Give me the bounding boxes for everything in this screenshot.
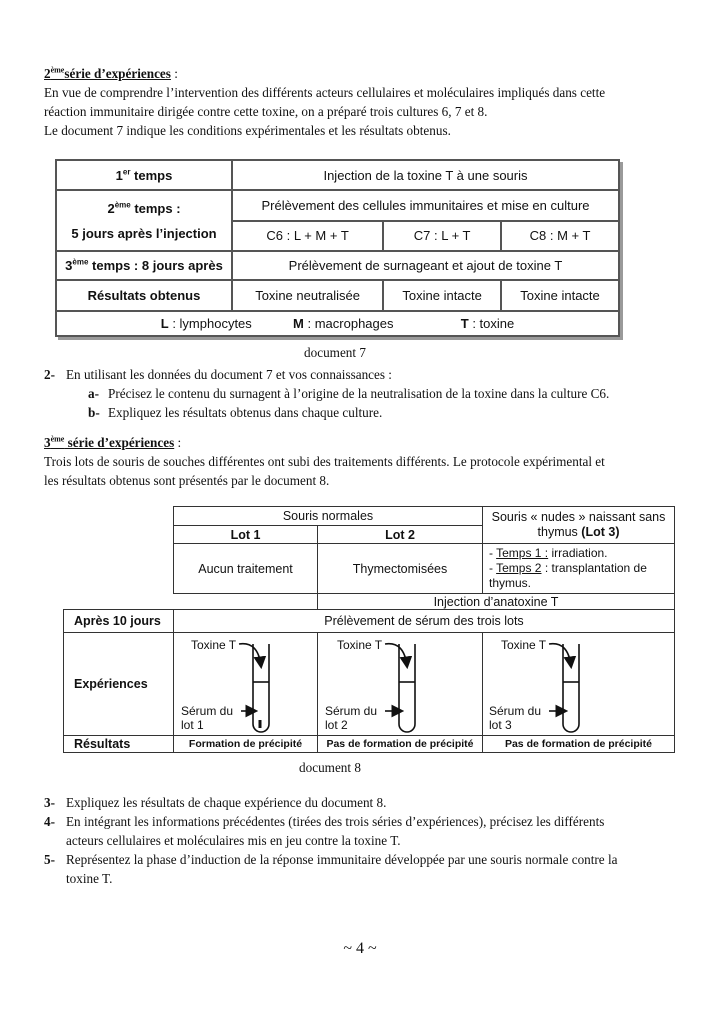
series2-line2: réaction immunitaire dirigée contre cette toxine, on a préparé trois cultures 6, 7 et 8. <box>44 104 488 119</box>
doc7-caption: document 7 <box>304 345 366 360</box>
doc8-lot3-treatment: - Temps 1 : irradiation. - Temps 2 : transplantation de thymus. <box>482 543 675 594</box>
doc8-lot1-treatment: Aucun traitement <box>173 543 318 594</box>
doc8-experiences-label: Expériences <box>63 632 174 736</box>
questions-block: 3- Expliquez les résultats de chaque expérience du document 8. 4- En intégrant les informations précédentes (tirées des trois séries d’expériences), précisez les différents acteurs cellulaires et moléculaires mis en jeu contre la toxine T. 5- Représentez la phase d’induction de la réponse immunitaire développée par une souris normale contre la toxine T. <box>44 795 618 886</box>
series2-line1: En vue de comprendre l’intervention des différents acteurs cellulaires et moléculaires impliqués dans cette <box>44 85 606 100</box>
doc7-culture-c6: C6 : L + M + T <box>232 221 383 251</box>
doc7-legend: L : lymphocytes M : macrophages T : toxine <box>56 311 619 336</box>
doc7-row3-label: 3ème temps : 8 jours après <box>56 251 232 280</box>
doc8-after10-label: Après 10 jours <box>63 609 174 633</box>
doc7-row2-label: 2ème temps : 5 jours après l’injection <box>56 190 232 251</box>
doc7-row3-value: Prélèvement de surnageant et ajout de toxine T <box>232 251 619 280</box>
series3-heading: 3ème série d’expériences <box>44 434 175 450</box>
doc8-sampling: Prélèvement de sérum des trois lots <box>173 609 675 633</box>
doc8-result-lot2: Pas de formation de précipité <box>317 735 483 753</box>
doc8-normal-mice: Souris normales <box>173 506 483 526</box>
doc7-row2-value: Prélèvement des cellules immunitaires et mise en culture <box>232 190 619 220</box>
doc7-result-c8: Toxine intacte <box>501 280 619 310</box>
doc8-result-lot1: Formation de précipité <box>173 735 318 753</box>
doc8-lot2: Lot 2 <box>317 525 483 544</box>
doc8-lot1: Lot 1 <box>173 525 318 544</box>
series2-block: 2èmesérie d’expériences : En vue de comprendre l’intervention des différents acteurs cellulaires et moléculaires impliqués dans cette réaction immunitaire dirigée contre cette toxine, on a préparé trois cultures 6, 7 et 8. Le document 7 indique les conditions expérimentales et les résultats obtenus. <box>44 64 684 140</box>
exp2-toxin-label: Toxine T <box>337 638 383 652</box>
doc8-result-lot3: Pas de formation de précipité <box>482 735 675 753</box>
doc7-row1-value: Injection de la toxine T à une souris <box>232 160 619 190</box>
series3-block: 3ème série d’expériences : Trois lots de souris de souches différentes ont subi des traitements différents. Le protocole expérimental et les résultats obtenus sont présentés par le document 8. <box>44 433 684 490</box>
document8-table <box>63 506 675 753</box>
doc8-results-label: Résultats <box>63 735 174 753</box>
doc7-results-label: Résultats obtenus <box>56 280 232 310</box>
tube-lot1 <box>239 644 269 732</box>
tube-lot3 <box>549 644 579 732</box>
doc7-culture-c8: C8 : M + T <box>501 221 619 251</box>
exp1-toxin-label: Toxine T <box>191 638 237 652</box>
test-tubes <box>63 506 675 753</box>
series2-line3: Le document 7 indique les conditions expérimentales et les résultats obtenus. <box>44 123 451 138</box>
series3-line2: les résultats obtenus sont présentés par le document 8. <box>44 473 330 488</box>
exp1-serum-label: Sérum du lot 1 <box>181 704 234 732</box>
series3-line1: Trois lots de souris de souches différentes ont subi des traitements différents. Le protocole expérimental et <box>44 454 605 469</box>
question2-block: 2- En utilisant les données du document 7 et vos connaissances : a- Précisez le contenu du surnagent à l’origine de la neutralisation de la toxine dans la culture C6. b- Expliquez les résultats obtenus dans chaque culture. <box>44 367 610 420</box>
tube-lot2 <box>385 644 415 732</box>
exp2-serum-label: Sérum du lot 2 <box>325 704 378 732</box>
exp3-toxin-label: Toxine T <box>501 638 547 652</box>
page-number: ~ 4 ~ <box>343 940 377 957</box>
doc8-nude-mice: Souris « nudes » naissant sans thymus (Lot 3) <box>482 506 675 544</box>
doc8-injection: Injection d’anatoxine T <box>317 593 675 610</box>
doc8-caption: document 8 <box>299 760 361 775</box>
doc7-culture-c7: C7 : L + T <box>383 221 501 251</box>
document7-table <box>55 159 620 337</box>
doc7-result-c6: Toxine neutralisée <box>232 280 383 310</box>
doc7-result-c7: Toxine intacte <box>383 280 501 310</box>
doc8-lot2-treatment: Thymectomisées <box>317 543 483 594</box>
doc7-row1-label: 1er temps <box>56 160 232 190</box>
exp3-serum-label: Sérum du lot 3 <box>489 704 542 732</box>
series2-heading: 2èmesérie d’expériences <box>44 65 171 81</box>
